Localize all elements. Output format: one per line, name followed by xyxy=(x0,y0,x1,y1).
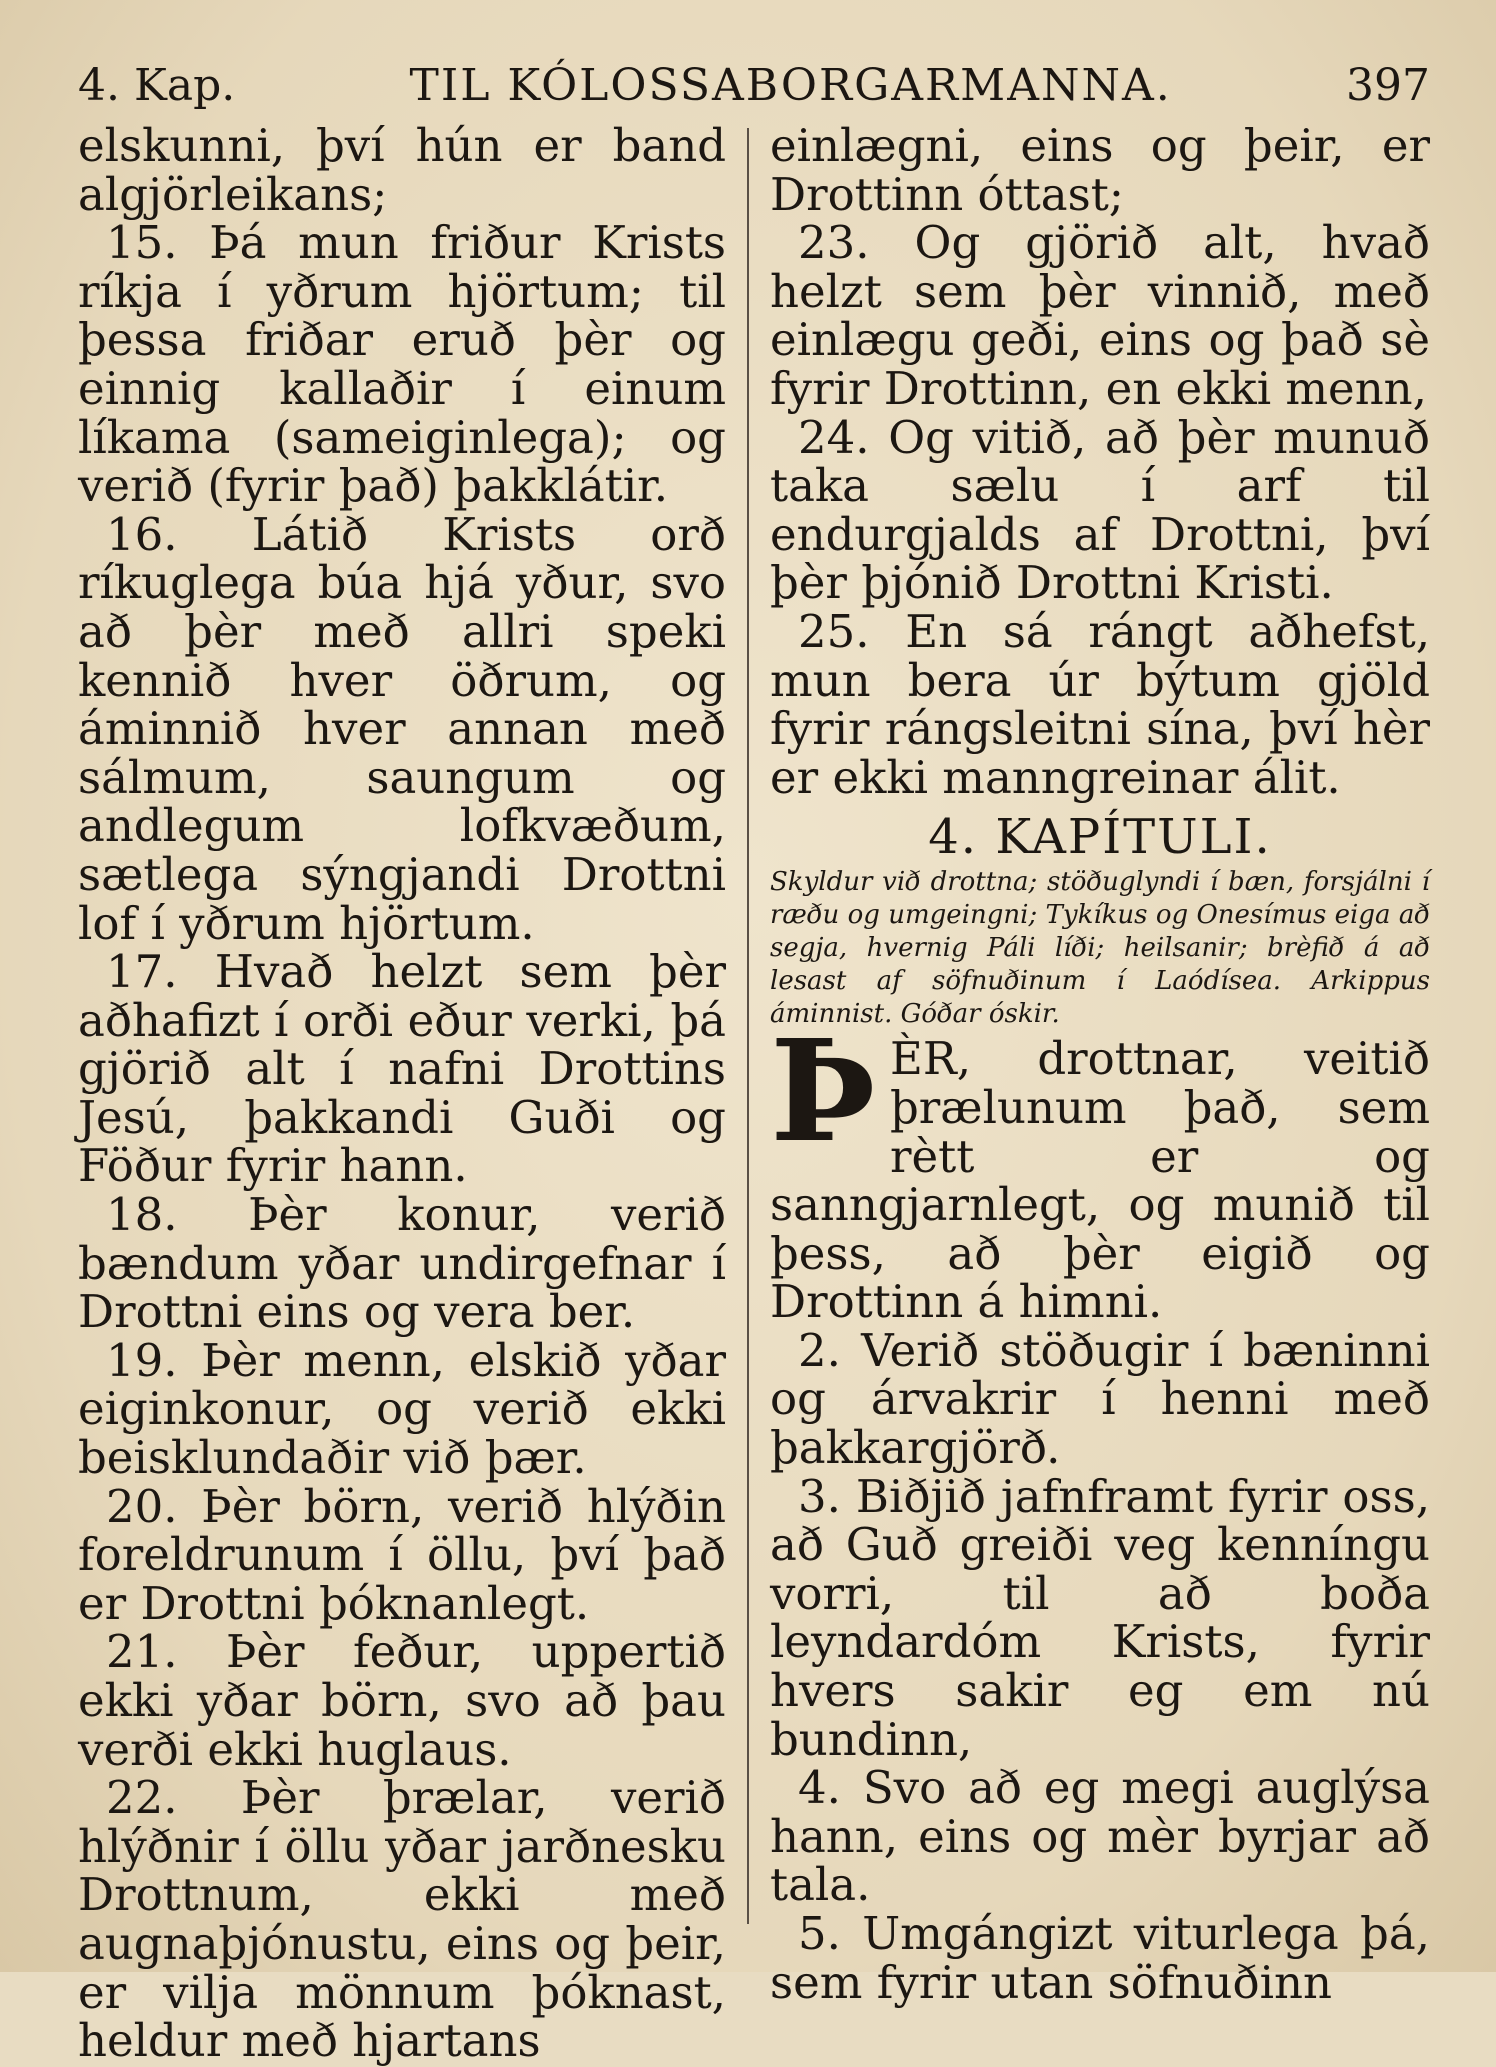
chapter-summary: Skyldur við drottna; stöðuglyndi í bæn, forsjálni í ræðu og umgeingni; Tykíkus og Onesímus eiga að segja, hvernig Páli líði; heilsanir; brèfið á að lesast af söfnuðinum í Laódísea. Arkippus áminnist. Góðar óskir. xyxy=(770,867,1430,1030)
verse-22: 22. Þèr þrælar, verið hlýðnir í öllu yðar jarðnesku Drottnum, ekki með augnaþjónustu, eins og þeir, er vilja mönnum þóknast, heldur með hjartans xyxy=(78,1771,726,2067)
column-divider xyxy=(747,128,749,1924)
verse-4: 4. Svo að eg megi auglýsa hann, eins og mèr byrjar að tala. xyxy=(770,1761,1430,1912)
chapter-heading: 4. KAPÍTULI. xyxy=(928,809,1272,866)
running-header xyxy=(78,60,1430,120)
left-column xyxy=(78,119,726,2067)
verse-19: 19. Þèr menn, elskið yðar eiginkonur, og verið ekki beisklundaðir við þær. xyxy=(78,1333,726,1485)
verse-5: 5. Umgángizt viturlega þá, sem fyrir utan söfnuðinn xyxy=(770,1907,1430,2009)
verse-3: 3. Biðjið jafnframt fyrir oss, að Guð greiði veg kenníngu vorri, til að boða leyndardóm Krists, fyrir hvers sakir eg em nú bundinn, xyxy=(770,1469,1430,1766)
verse-23: 23. Og gjörið alt, hvað helzt sem þèr vinnið, með einlægu geði, eins og það sè fyrir Drottinn, en ekki menn, xyxy=(770,216,1430,415)
verse-17: 17. Hvað helzt sem þèr aðhafizt í orði eður verki, þá gjörið alt í nafni Drottins Jesú, þakkandi Guði og Föður fyrir hann. xyxy=(78,945,726,1193)
verse-1 xyxy=(770,1010,1430,1329)
verse-15: 15. Þá mun friður Krists ríkja í yðrum hjörtum; til þessa friðar eruð þèr og einnig kallaðir í einum líkama (sameiginlega); og verið (fyrir það) þakklátir. xyxy=(78,216,726,513)
verse-21: 21. Þèr feður, uppertið ekki yðar börn, svo að þau verði ekki huglaus. xyxy=(78,1625,726,1776)
right-column xyxy=(770,119,1430,2009)
chapter-label: 4. Kap. xyxy=(78,60,236,111)
verse-16: 16. Látið Krists orð ríkuglega búa hjá yður, svo að þèr með allri speki kennið hver öðrum, og áminnið hver annan með sálmum, saungum og andlegum lofkvæðum, sætlega sýngjandi Drottni lof í yðrum hjörtum. xyxy=(78,507,726,950)
drop-cap: Þ xyxy=(770,1010,876,1175)
page-number: 397 xyxy=(1346,60,1430,111)
paragraph-continuation: einlægni, eins og þeir, er Drottinn óttast; xyxy=(770,119,1430,221)
verse-2: 2. Verið stöðugir í bæninni og árvakrir í henni með þakkargjörð. xyxy=(770,1323,1430,1475)
verse-24: 24. Og vitið, að þèr munuð taka sælu í arf til endurgjalds af Drottni, því þèr þjónið Drottni Kristi. xyxy=(770,410,1430,610)
verse-20: 20. Þèr börn, verið hlýðin foreldrunum í öllu, því það er Drottni þóknanlegt. xyxy=(78,1479,726,1630)
verse-25: 25. En sá rángt aðhefst, mun bera úr býtum gjöld fyrir rángsleitni sína, því hèr er ekki manngreinar álit. xyxy=(770,604,1430,804)
verse-1-text: ÈR, drottnar, veitið þrælunum það, sem rètt er og sanngjarnlegt, og munið til þess, að þèr eigið og Drottinn á himni. xyxy=(770,1032,1430,1329)
paragraph-continuation: elskunni, því hún er band algjörleikans; xyxy=(78,119,726,221)
verse-18: 18. Þèr konur, verið bændum yðar undirgefnar í Drottni eins og vera ber. xyxy=(78,1188,726,1339)
running-title: TIL KÓLOSSABORGARMANNA. xyxy=(409,60,1172,111)
